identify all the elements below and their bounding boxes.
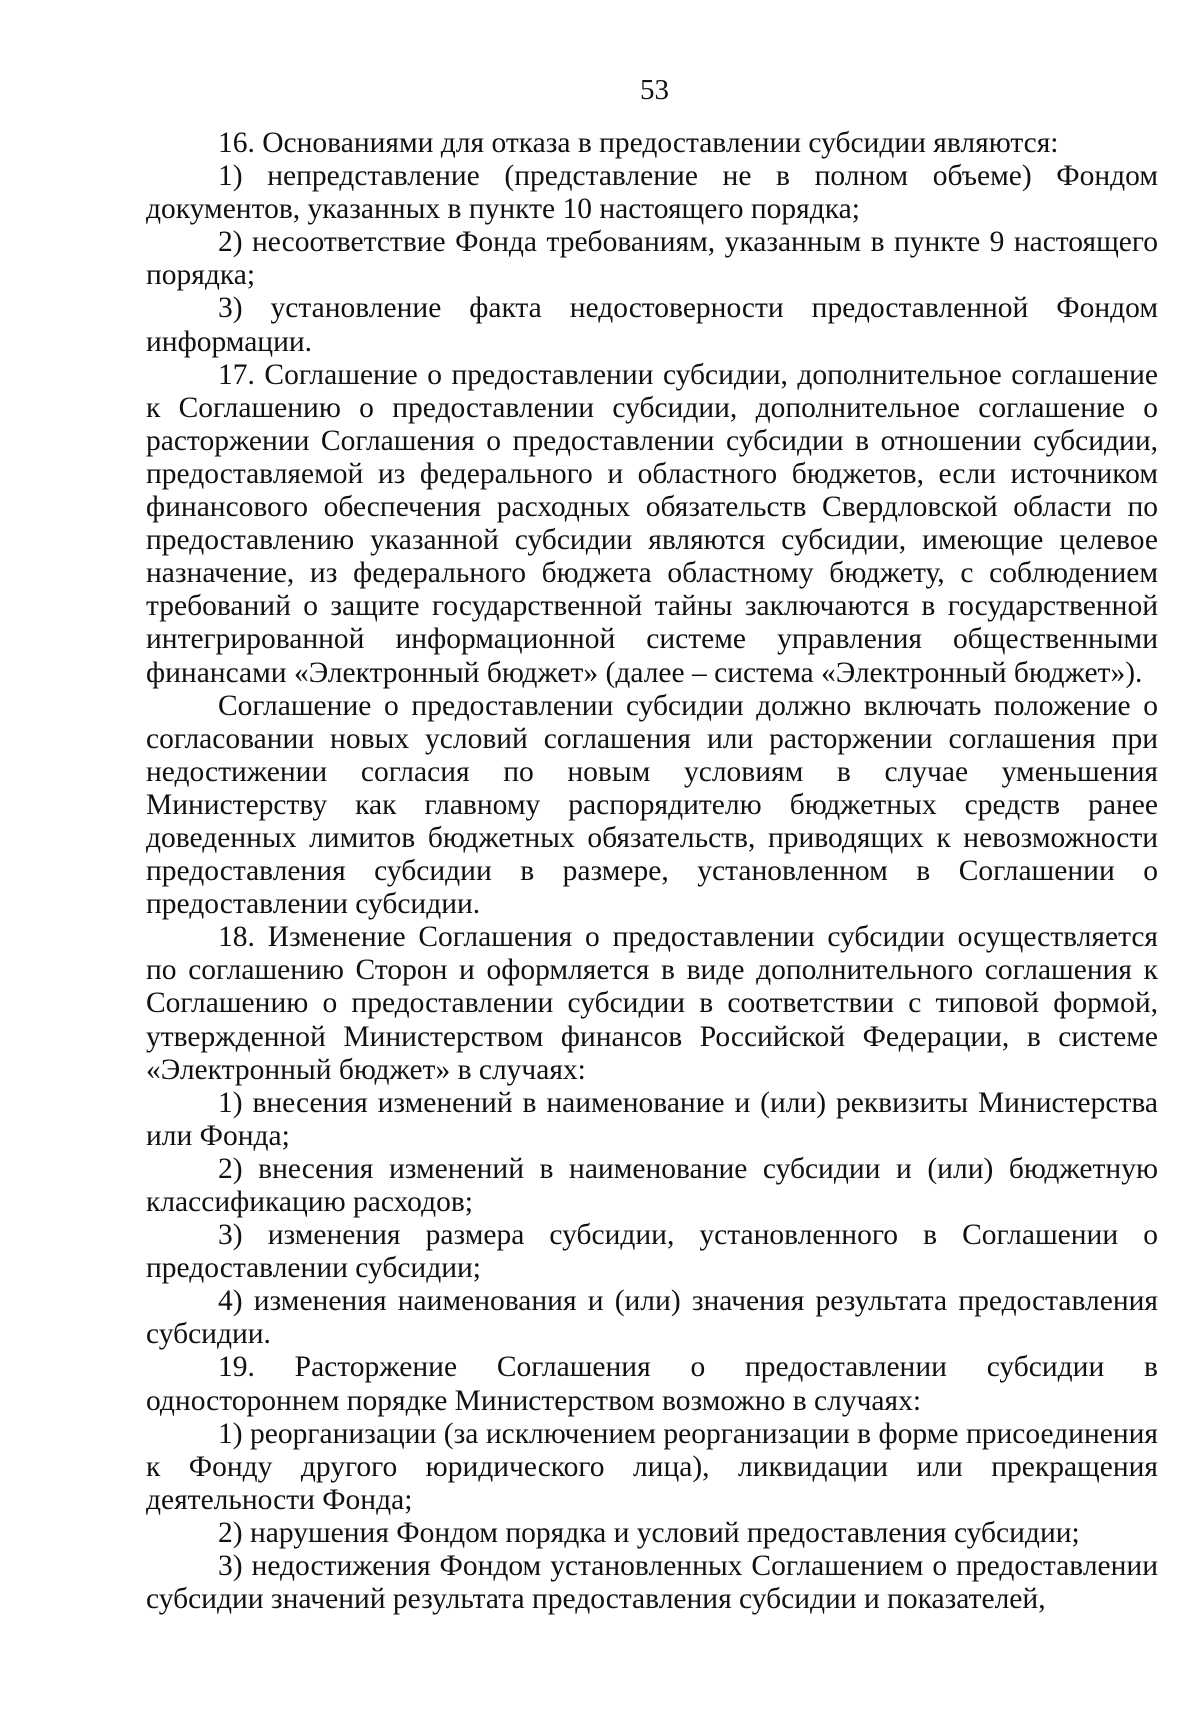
paragraph-18-item-1: 1) внесения изменений в наименование и (или) реквизиты Министерства или Фонда;	[146, 1086, 1158, 1152]
paragraph-18-item-3: 3) изменения размера субсидии, установленного в Соглашении о предоставлении субсидии;	[146, 1219, 1158, 1285]
paragraph-19-item-2: 2) нарушения Фондом порядка и условий предоставления субсидии;	[218, 1516, 1080, 1549]
paragraph-18-item-2: 2) внесения изменений в наименование субсидии и (или) бюджетную классификацию расходов;	[146, 1152, 1158, 1218]
paragraph-18-intro: 18. Изменение Соглашения о предоставлении субсидии осуществляется по соглашению Сторон и оформляется в виде дополнительного соглашения к Соглашению о предоставлении субсидии в соответствии с типовой формой, утвержденной Министерством финансов Российской Федерации, в системе «Электронный бюджет» в случаях:	[146, 921, 1158, 1086]
page-number: 53	[640, 74, 669, 106]
document-body	[146, 127, 1158, 1616]
paragraph-18-item-4: 4) изменения наименования и (или) значения результата предоставления субсидии.	[146, 1285, 1158, 1351]
paragraph-16-intro: 16. Основаниями для отказа в предоставлении субсидии являются:	[218, 127, 1059, 159]
paragraph-19-item-3: 3) недостижения Фондом установленных Соглашением о предоставлении субсидии значений результата предоставления субсидии и показателей,	[146, 1550, 1158, 1616]
paragraph-16-item-3: 3) установление факта недостоверности предоставленной Фондом информации.	[146, 292, 1158, 358]
paragraph-16-item-2: 2) несоответствие Фонда требованиям, указанным в пункте 9 настоящего порядка;	[146, 226, 1158, 292]
paragraph-19-intro: 19. Расторжение Соглашения о предоставлении субсидии в одностороннем порядке Министерством возможно в случаях:	[146, 1351, 1158, 1417]
paragraph-19-item-1: 1) реорганизации (за исключением реорганизации в форме присоединения к Фонду другого юридического лица), ликвидации или прекращения деятельности Фонда;	[146, 1417, 1158, 1516]
paragraph-17: 17. Соглашение о предоставлении субсидии, дополнительное соглашение к Соглашению о предоставлении субсидии, дополнительное соглашение о расторжении Соглашения о предоставлении субсидии в отношении субсидии, предоставляемой из федерального и областного бюджетов, если источником финансового обеспечения расходных обязательств Свердловской области по предоставлению указанной субсидии являются субсидии, имеющие целевое назначение, из федерального бюджета областному бюджету, с соблюдением требований о защите государственной тайны заключаются в государственной интегрированной информационной системе управления общественными финансами «Электронный бюджет» (далее – система «Электронный бюджет»).	[146, 358, 1158, 689]
paragraph-16-item-1: 1) непредставление (представление не в полном объеме) Фондом документов, указанных в пункте 10 настоящего порядка;	[146, 160, 1158, 226]
paragraph-17-continued: Соглашение о предоставлении субсидии должно включать положение о согласовании новых условий соглашения или расторжении соглашения при недостижении согласия по новым условиям в случае уменьшения Министерству как главному распорядителю бюджетных средств ранее доведенных лимитов бюджетных обязательств, приводящих к невозможности предоставления субсидии в размере, установленном в Соглашении о предоставлении субсидии.	[146, 689, 1158, 921]
